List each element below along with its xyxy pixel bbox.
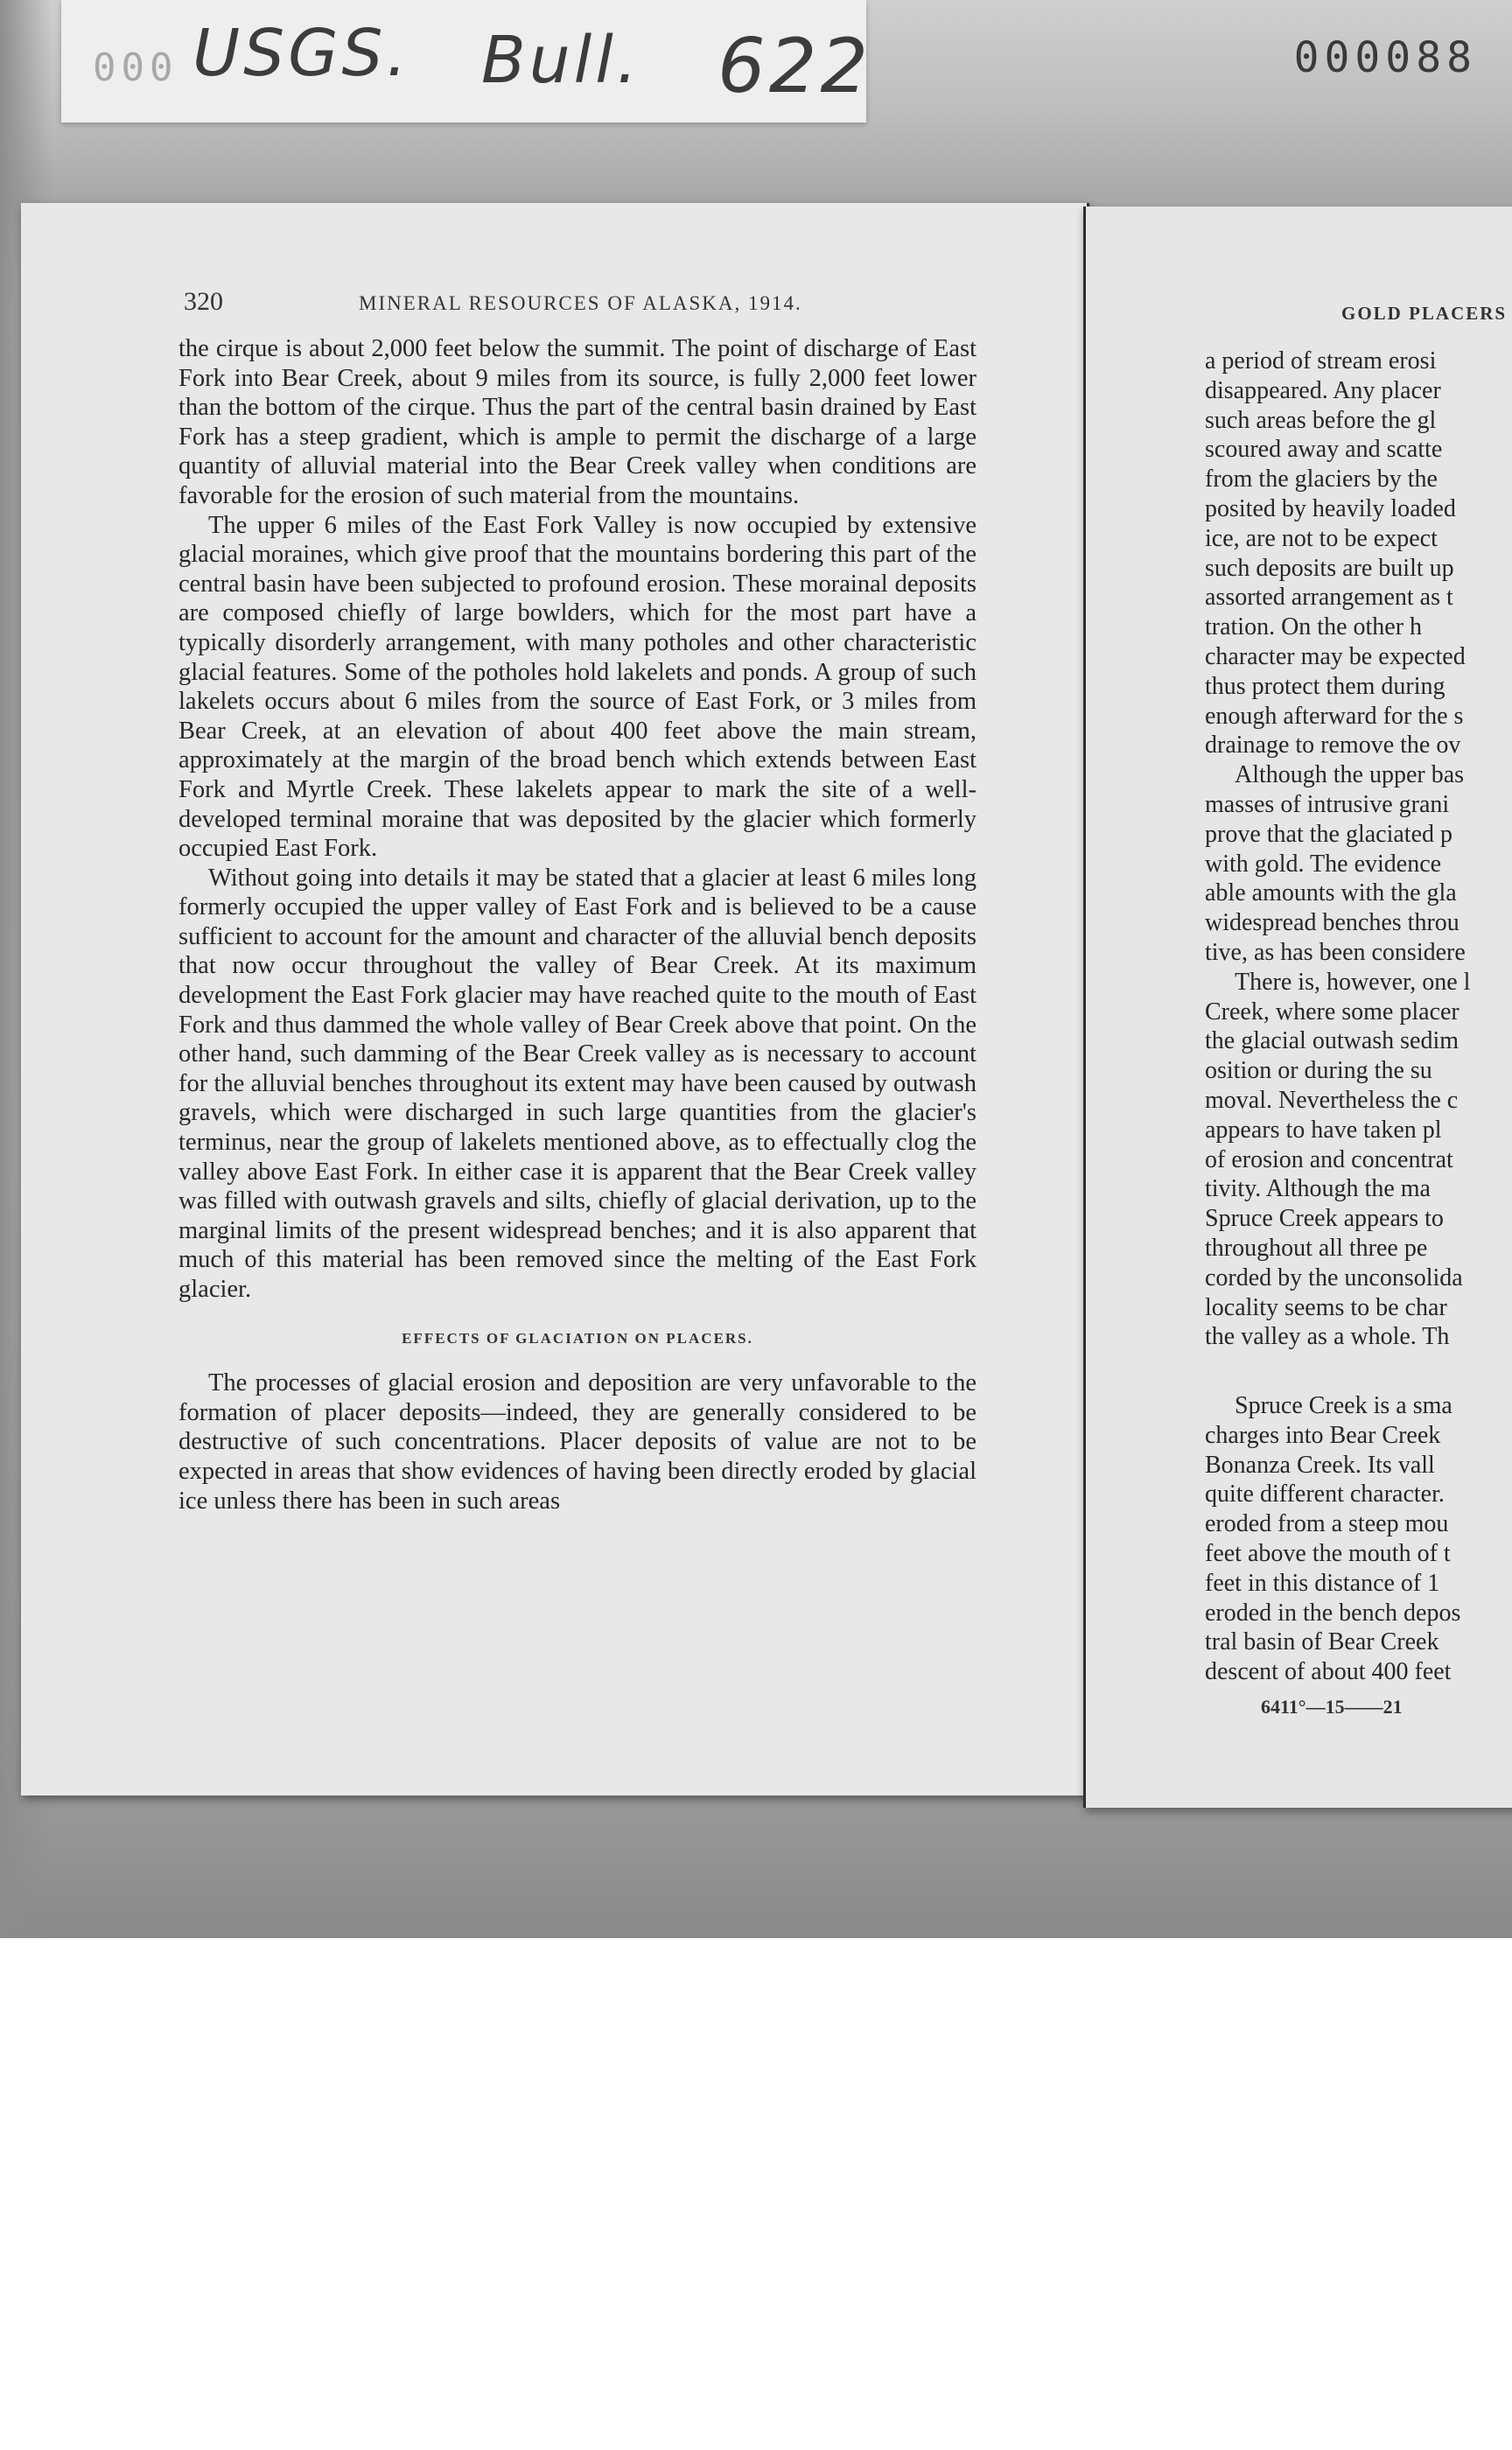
text-line: the valley as a whole. Th	[1205, 1323, 1450, 1351]
text-line: drainage to remove the ov	[1205, 732, 1461, 760]
text-line: able amounts with the gla	[1205, 879, 1457, 907]
text-line: posited by heavily loaded	[1205, 494, 1456, 522]
text-line: osition or during the su	[1205, 1057, 1432, 1085]
text-line: disappeared. Any placer	[1205, 376, 1441, 404]
text-line: widespread benches throu	[1205, 909, 1460, 937]
text-line: eroded from a steep mou	[1205, 1510, 1449, 1538]
text-line: corded by the unconsolida	[1205, 1264, 1463, 1292]
text-line: such deposits are built up	[1205, 554, 1454, 582]
text-line: locality seems to be char	[1205, 1293, 1447, 1321]
text-line: Spruce Creek appears to	[1205, 1205, 1444, 1233]
handwriting-agency: USGS.	[192, 16, 410, 91]
faint-stamp-text: 000	[93, 46, 178, 90]
text-line: tive, as has been considere	[1205, 938, 1466, 966]
section-heading: EFFECTS OF GLACIATION ON PLACERS.	[402, 1329, 753, 1347]
text-line: descent of about 400 feet	[1205, 1658, 1452, 1686]
text-line: throughout all three pe	[1205, 1234, 1428, 1262]
text-line: moval. Nevertheless the c	[1205, 1086, 1459, 1114]
text-line: from the glaciers by the	[1205, 466, 1438, 494]
text-line: tration. On the other h	[1205, 613, 1423, 641]
left-page-header	[184, 287, 1024, 322]
text-line: character may be expected	[1205, 642, 1466, 670]
right-running-title: GOLD PLACERS	[1341, 303, 1508, 324]
handwriting-series: Bull.	[481, 23, 641, 98]
text-line: a period of stream erosi	[1205, 347, 1437, 374]
page-number: 320	[184, 287, 223, 316]
text-line: thus protect them during	[1205, 672, 1446, 700]
text-line: There is, however, one l	[1235, 968, 1471, 996]
handwritten-label-strip	[61, 0, 872, 122]
text-line: charges into Bear Creek	[1205, 1421, 1441, 1449]
text-line: Spruce Creek is a sma	[1235, 1392, 1452, 1420]
handwriting-number: 622	[718, 23, 872, 110]
paragraph: Without going into details it may be stated that a glacier at least 6 miles long formerly occupied the upper valley of East Fork and is believed to be a cause sufficient to account for the amount and character of the alluvial bench deposits that now occur throughout the valley of Bear Creek. At its maximum development the East Fork glacier may have reached quite to the mouth of East Fork and thus dammed the whole valley of Bear Creek above that point. On the other hand, such damming of the Bear Creek valley as is necessary to account for the alluvial benches throughout its extent may have been caused by outwash gravels, which were discharged in such large quantities from the glacier's terminus, near the group of lakelets mentioned above, as to effectually clog the valley above East Fork. In either case it is apparent that the Bear Creek valley was filled with outwash gravels and silts, chiefly of glacial derivation, up to the marginal limits of the present widespread benches; and it is also apparent that much of this material has been removed since the melting of the East Fork glacier.	[178, 864, 976, 1303]
paragraph: The upper 6 miles of the East Fork Valley is now occupied by extensive glacial moraines, which give proof that the mountains bordering this part of the central basin have been subjected to profound erosion. These morainal deposits are composed chiefly of large bowlders, which for the most part have a typically disorderly arrangement, with many potholes and other characteristic glacial features. Some of the potholes hold lakelets and ponds. A group of such lakelets occurs about 6 miles from the source of East Fork, or 3 miles from Bear Creek, at an elevation of about 400 feet above the main stream, approximately at the margin of the broad bench which extends between East Fork and Myrtle Creek. These lakelets appear to mark the site of a well-developed terminal moraine that was deposited by the glacier which formerly occupied East Fork.	[178, 511, 976, 863]
text-line: Creek, where some placer	[1205, 998, 1460, 1026]
text-line: feet in this distance of 1	[1205, 1569, 1440, 1597]
text-line: quite different character.	[1205, 1480, 1445, 1508]
section-gap	[1205, 1352, 1512, 1391]
print-signature: 6411°—15——21	[1261, 1696, 1403, 1718]
text-line: of erosion and concentrat	[1205, 1145, 1453, 1173]
running-title: MINERAL RESOURCES OF ALASKA, 1914.	[359, 292, 802, 314]
text-line: appears to have taken pl	[1205, 1116, 1442, 1144]
text-line: eroded in the bench depos	[1205, 1599, 1461, 1627]
text-line: such areas before the gl	[1205, 406, 1437, 434]
text-line: tral basin of Bear Creek	[1205, 1628, 1439, 1656]
text-line: tivity. Although the ma	[1205, 1175, 1431, 1203]
right-page	[1083, 206, 1512, 1808]
text-line: Although the upper bas	[1235, 761, 1465, 789]
paragraph: the cirque is about 2,000 feet below the summit. The point of discharge of East Fork into Bear Creek, about 9 miles from its source, is fully 2,000 feet lower than the bottom of the cirque. Thus the part of the central basin drained by East Fork has a steep gradient, which is ample to permit the discharge of a large quantity of alluvial material into the Bear Creek valley when conditions are favorable for the erosion of such material from the mountains.	[178, 335, 976, 509]
text-line: feet above the mouth of t	[1205, 1540, 1451, 1568]
text-line: ice, are not to be expect	[1205, 524, 1438, 552]
text-line: prove that the glaciated p	[1205, 820, 1452, 848]
serial-number: 000088	[1293, 33, 1477, 82]
text-line: with gold. The evidence	[1205, 850, 1442, 878]
text-line: masses of intrusive grani	[1205, 790, 1450, 818]
left-page-body	[178, 334, 976, 1516]
text-line: assorted arrangement as t	[1205, 584, 1453, 612]
text-line: the glacial outwash sedim	[1205, 1027, 1460, 1055]
text-line: scoured away and scatte	[1205, 436, 1443, 464]
left-page	[21, 203, 1089, 1796]
right-page-body	[1205, 346, 1512, 1687]
paragraph: The processes of glacial erosion and deposition are very unfavorable to the formation of placer deposits—indeed, they are generally considered to be destructive of such concentrations. Placer deposits of value are not to be expected in areas that show evidences of having been directly eroded by glacial ice unless there has been in such areas	[178, 1369, 976, 1515]
text-line: enough afterward for the s	[1205, 702, 1464, 730]
text-line: Bonanza Creek. Its vall	[1205, 1451, 1435, 1479]
